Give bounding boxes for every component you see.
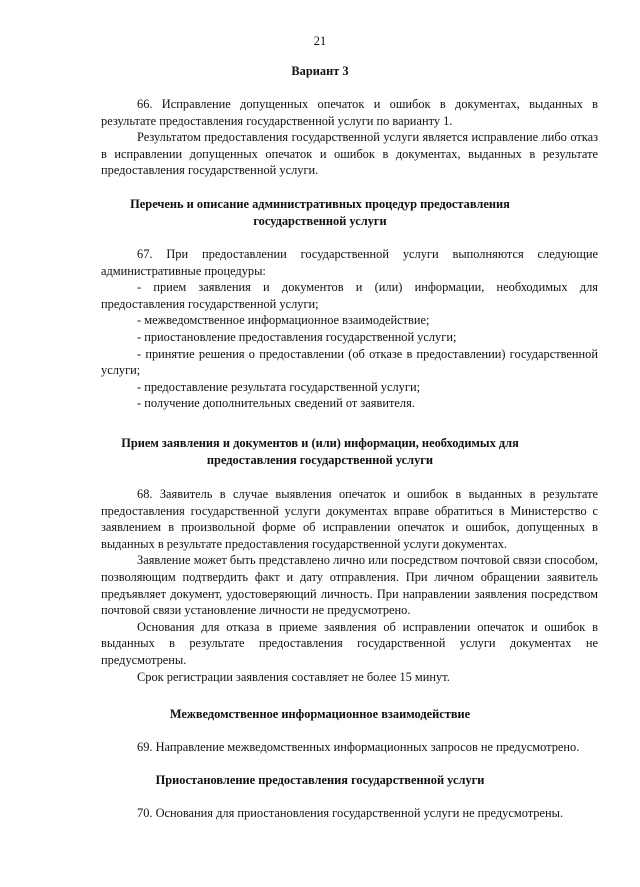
heading-suspension: Приостановление предоставления государственной услуги <box>155 773 485 787</box>
heading-procedures: Перечень и описание административных процедур предоставления государственной услуги <box>130 197 510 228</box>
heading-reception: Прием заявления и документов и (или) информации, необходимых для предоставления государственной услуги <box>121 436 519 467</box>
heading-interaction: Межведомственное информационное взаимодействие <box>169 707 471 721</box>
paragraph-66: 66. Исправление допущенных опечаток и ошибок в документах, выданных в результате предоставления государственной услуги по варианту 1. <box>101 97 598 128</box>
paragraph-70: 70. Основания для приостановления государственной услуги не предусмотрены. <box>137 806 564 820</box>
paragraph-68: 68. Заявитель в случае выявления опечаток и ошибок в выданных в результате предоставления государственной услуги документах вправе обратиться в Министерство с заявлением в произвольной форме об исправлении опечаток и ошибок, допущенных в выданных в результате предоставления государственной услуги документах. <box>101 487 598 551</box>
section-67 <box>101 246 598 412</box>
list-item: - получение дополнительных сведений от заявителя. <box>137 396 415 411</box>
list-item: - приостановление предоставления государственной услуги; <box>137 329 457 344</box>
paragraph-67-intro: 67. При предоставлении государственной услуги выполняются следующие административные процедуры: <box>101 247 598 278</box>
section-66 <box>101 96 598 179</box>
list-item: - межведомственное информационное взаимодействие; <box>137 313 430 328</box>
section-69 <box>101 739 598 756</box>
variant-title: Вариант 3 <box>291 64 349 78</box>
list-item: - прием заявления и документов и (или) информации, необходимых для предоставления государственной услуги; <box>101 280 598 311</box>
list-item: - предоставление результата государственной услуги; <box>137 379 421 394</box>
section-68 <box>101 486 598 685</box>
paragraph-69: 69. Направление межведомственных информационных запросов не предусмотрено. <box>137 740 580 754</box>
list-item: - принятие решения о предоставлении (об отказе в предоставлении) государственной услуги; <box>101 346 598 378</box>
paragraph-66-result: Результатом предоставления государственной услуги является исправление либо отказ в исправлении допущенных опечаток и ошибок в документах, выданных в результате предоставления государственной услуги. <box>101 130 598 178</box>
section-70 <box>101 805 598 822</box>
paragraph-68-submission: Заявление может быть представлено лично или посредством почтовой связи способом, позволяющим подтвердить факт и дату отправления. При личном обращении заявитель предъявляет документ, удостоверяющий личность. При направлении заявления посредством почтовой связи установление личности не предусмотрено. <box>101 553 598 618</box>
paragraph-68-registration: Срок регистрации заявления составляет не более 15 минут. <box>137 669 450 684</box>
procedures-list <box>101 279 598 412</box>
page-number: 21 <box>313 34 327 48</box>
paragraph-68-refusal: Основания для отказа в приеме заявления об исправлении опечаток и ошибок в выданных в результате предоставления государственной услуги документах не предусмотрены. <box>101 619 598 667</box>
